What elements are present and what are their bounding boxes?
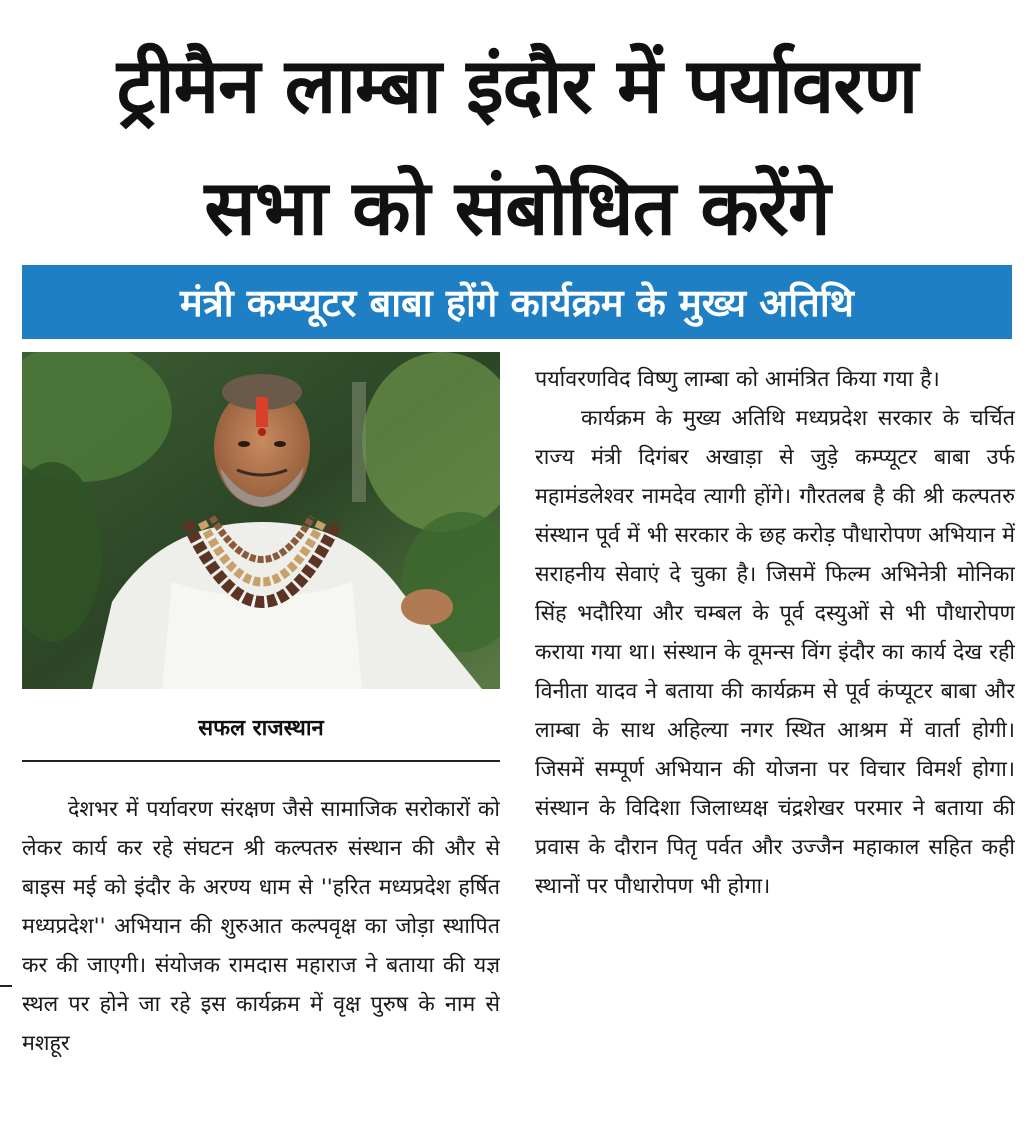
article-paragraph: पर्यावरणविद विष्णु लाम्बा को आमंत्रित किया गया है। [535, 367, 940, 392]
subheadline-text: मंत्री कम्प्यूटर बाबा होंगे कार्यक्रम के मुख्य अतिथि [180, 281, 854, 325]
headline-line-2: सभा को संबोधित करेंगे [204, 163, 830, 252]
subheadline-bar [22, 265, 1012, 339]
article-right-column [535, 360, 1015, 1110]
article-left-column [22, 790, 500, 1110]
byline: सफल राजस्थान [198, 716, 324, 741]
byline-divider [22, 760, 500, 762]
article-paragraph: देशभर में पर्यावरण संरक्षण जैसे सामाजिक सरोकारों को लेकर कार्य कर रहे संघटन श्री कल्पतरु संस्थान की और से बाइस मई को इंदौर के अरण्य धाम से ''हरित मध्यप्रदेश हर्षित मध्यप्रदेश'' अभियान की शुरुआत कल्पवृक्ष का जोड़ा स्थापित कर की जाएगी। संयोजक रामदास महाराज ने बताया की यज्ञ स्थल पर होने जा रहे इस कार्यक्रम में वृक्ष पुरुष के नाम से मशहूर [22, 797, 500, 1056]
portrait-photo [22, 352, 500, 689]
portrait-illustration [22, 352, 500, 689]
article-paragraph: कार्यक्रम के मुख्य अतिथि मध्यप्रदेश सरकार के चर्चित राज्य मंत्री दिगंबर अखाड़ा से जुड़े कम्प्यूटर बाबा उर्फ महामंडलेश्वर नामदेव त्यागी होंगे। गौरतलब है की श्री कल्पतरु संस्थान पूर्व में भी सरकार के छह करोड़ पौधारोपण अभियान में सराहनीय सेवाएं दे चुका है। जिसमें फिल्म अभिनेत्री मोनिका सिंह भदौरिया और चम्बल के पूर्व दस्युओं से भी पौधारोपण कराया गया था। संस्थान के वूमन्स विंग इंदौर का कार्य देख रही विनीता यादव ने बताया की कार्यक्रम से पूर्व कंप्यूटर बाबा और लाम्बा के साथ अहिल्या नगर स्थित आश्रम में वार्ता होगी। जिसमें सम्पूर्ण अभियान की योजना पर विचार विमर्श होगा। संस्थान के विदिशा जिलाध्यक्ष चंद्रशेखर परमार ने बताया की प्रवास के दौरान पितृ पर्वत और उज्जैन महाकाल सहित कही स्थानों पर पौधारोपण भी होगा। [535, 406, 1015, 899]
margin-tick-mark [0, 985, 12, 987]
headline-line-1: ट्रीमैन लाम्बा इंदौर में पर्यावरण [116, 41, 918, 130]
